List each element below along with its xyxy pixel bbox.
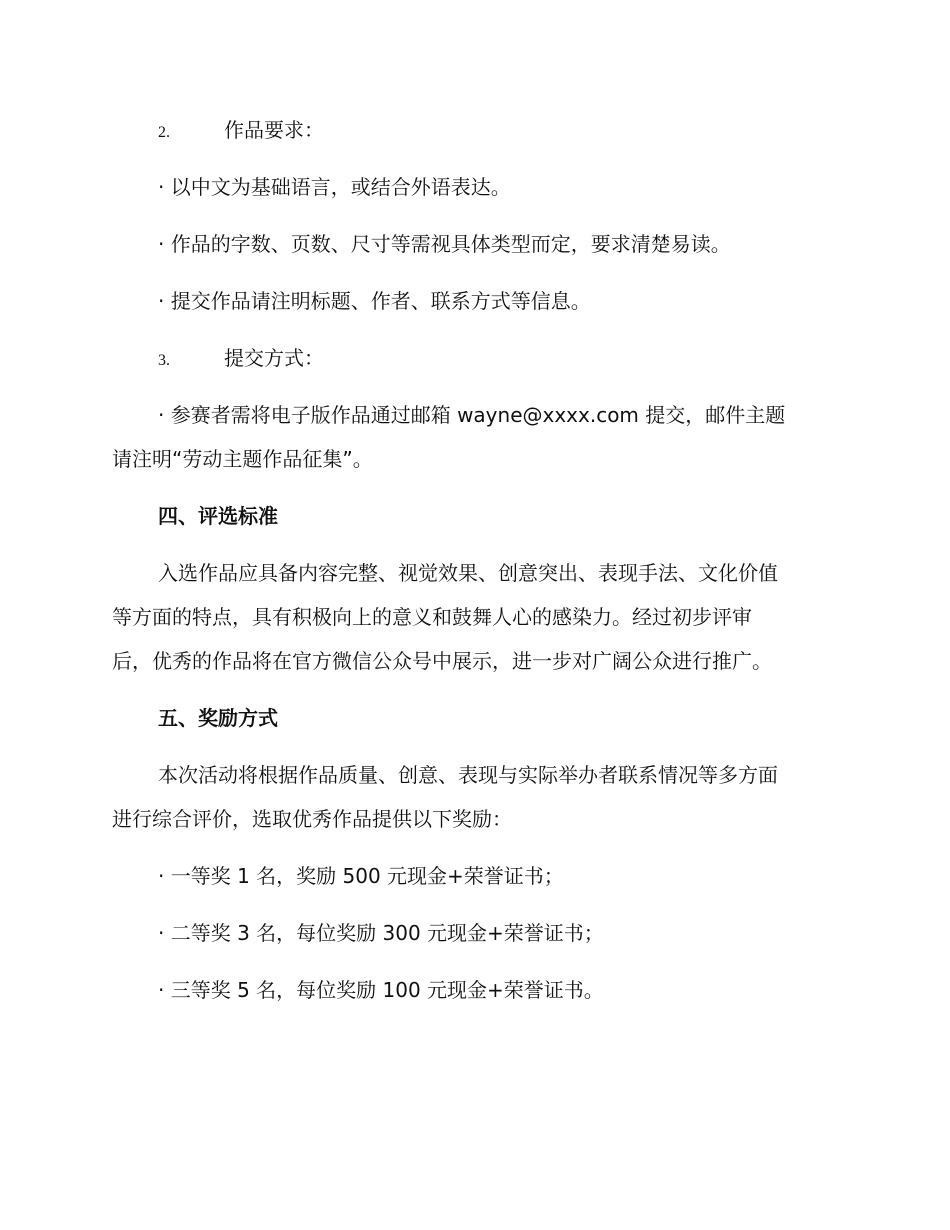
section-number: 2. [158,124,170,141]
paragraph-line: 后，优秀的作品将在官方微信公众号中展示，进一步对广阔公众进行推广。 [112,649,772,673]
reward-item: · 一等奖 1 名，奖励 500 元现金+荣誉证书； [158,864,564,888]
reward-item: · 三等奖 5 名，每位奖励 100 元现金+荣誉证书。 [158,978,604,1002]
paragraph-line: 本次活动将根据作品质量、创意、表现与实际举办者联系情况等多方面 [158,763,778,787]
paragraph-line: · 参赛者需将电子版作品通过邮箱 wayne@xxxx.com 提交，邮件主题 [158,403,786,427]
reward-item: · 二等奖 3 名，每位奖励 300 元现金+荣誉证书； [158,921,604,945]
section-3-heading [158,336,832,380]
paragraph-line: 进行综合评价，选取优秀作品提供以下奖励： [112,807,512,831]
section-2-heading [158,108,832,152]
reward-paragraph [112,753,832,841]
document-content [112,108,832,1012]
section-number: 3. [158,352,170,369]
heading-reward-method: 五、奖励方式 [158,706,278,730]
evaluation-paragraph [112,551,832,683]
heading-evaluation-criteria: 四、评选标准 [158,504,278,528]
bullet-item: · 作品的字数、页数、尺寸等需视具体类型而定，要求清楚易读。 [158,232,731,256]
section-title: 提交方式： [224,346,324,370]
bullet-item: · 提交作品请注明标题、作者、联系方式等信息。 [158,289,591,313]
paragraph-line: 等方面的特点，具有积极向上的意义和鼓舞人心的感染力。经过初步评审 [112,605,752,629]
paragraph-line: 请注明“劳动主题作品征集”。 [112,447,373,471]
paragraph-line: 入选作品应具备内容完整、视觉效果、创意突出、表现手法、文化价值 [158,561,778,585]
section-title: 作品要求： [224,118,324,142]
submission-bullet [112,393,832,481]
bullet-item: · 以中文为基础语言，或结合外语表达。 [158,175,511,199]
